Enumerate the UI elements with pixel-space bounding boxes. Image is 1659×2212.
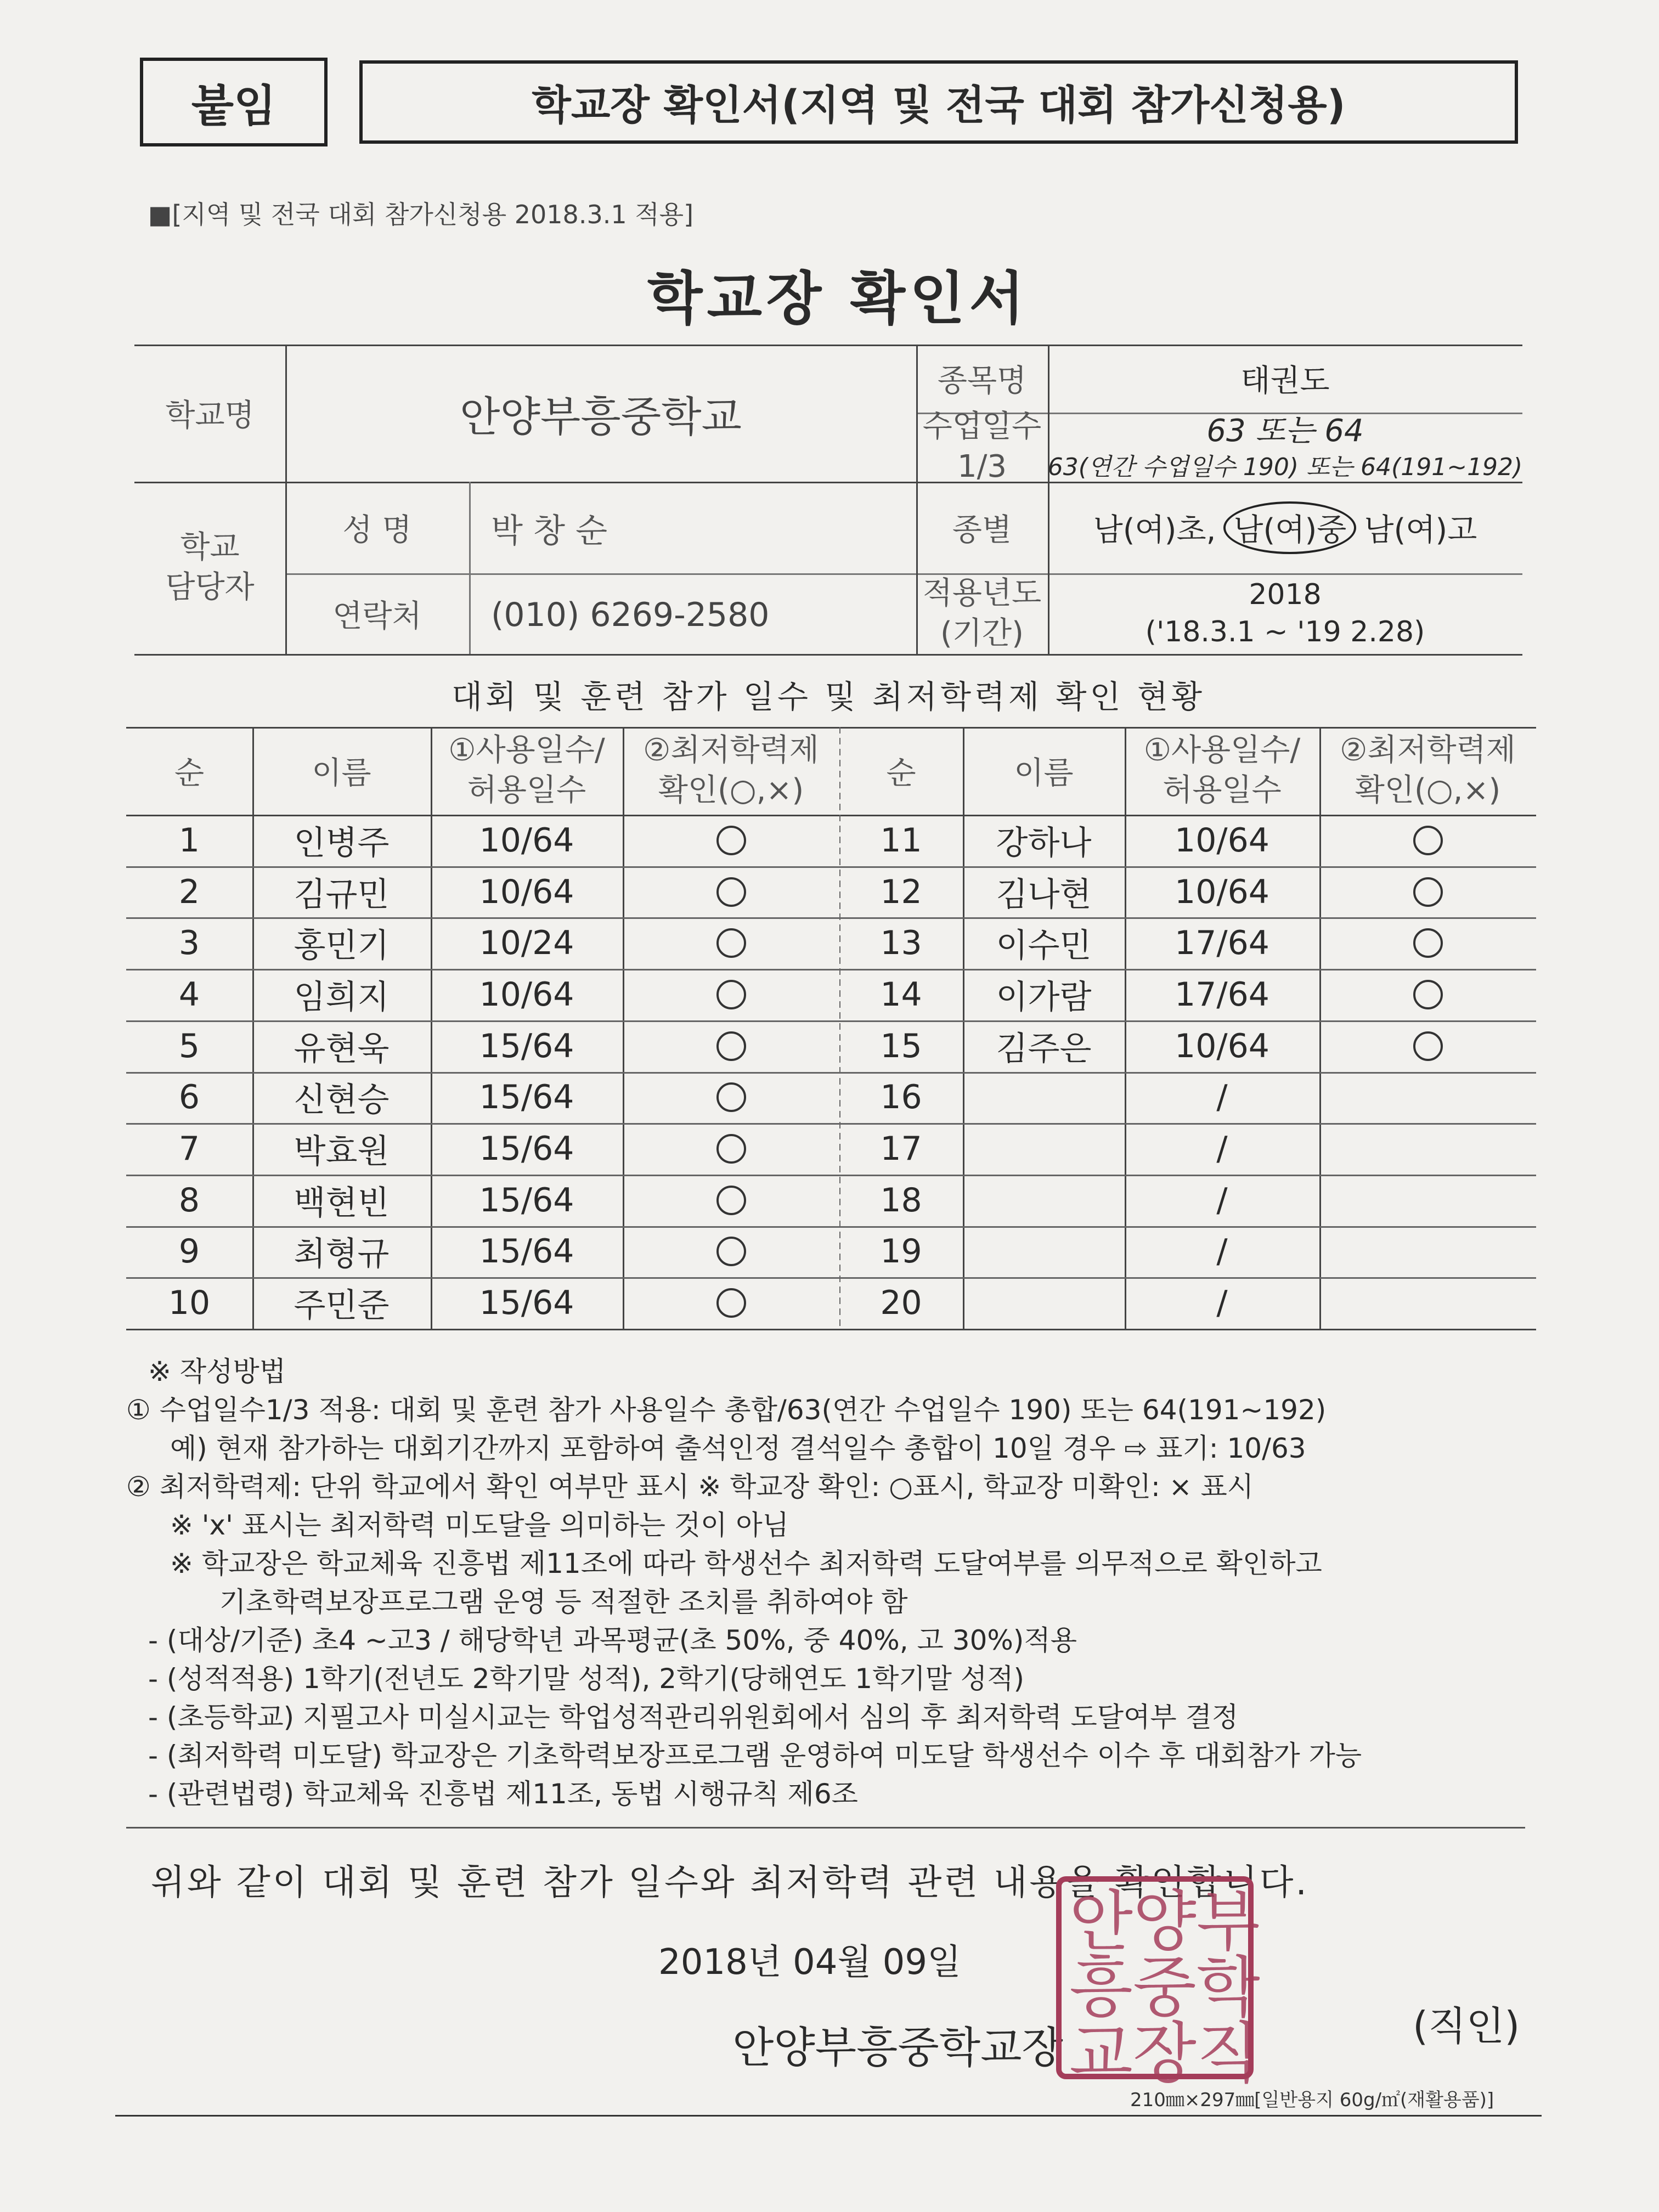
table-cell-name [963, 1277, 1125, 1329]
check-circle-mark [716, 1288, 746, 1318]
header-days-left-2: 허용일수 [467, 772, 586, 808]
table-cell-days: 10/64 [1175, 1026, 1269, 1065]
table-cell-check [623, 1020, 839, 1072]
table-cell-check [1319, 1020, 1536, 1072]
contact-value: (010) 6269-2580 [491, 596, 770, 634]
class-days-label-1: 수업일수 [922, 409, 1042, 445]
check-circle-mark [716, 1031, 746, 1061]
check-circle-mark [716, 1082, 746, 1112]
table-cell-no: 20 [880, 1284, 922, 1323]
paper-spec: 210㎜×297㎜[일반용지 60g/㎡(재활용품)] [1130, 2089, 1494, 2111]
name-label: 성 명 [342, 512, 412, 548]
table-cell-name: 김주은 [996, 1029, 1092, 1068]
header-days-right-1: ①사용일수/ [1143, 732, 1301, 769]
note-line: ① 수업일수1/3 적용: 대회 및 훈련 참가 사용일수 총합/63(연간 수업일수 190) 또는 64(191~192) [126, 1394, 1327, 1426]
class-days-value-1: 63 또는 64 [1206, 413, 1364, 449]
table-cell-days: / [1216, 1130, 1228, 1169]
table-cell-no: 5 [178, 1026, 200, 1065]
year-value-2: ('18.3.1 ~ '19 2.28) [1145, 615, 1425, 648]
header-days-left [431, 727, 623, 815]
staff-label [134, 482, 285, 654]
table-cell-no: 14 [880, 975, 922, 1014]
check-circle-mark [1413, 928, 1443, 958]
table-cell-check [623, 1226, 839, 1278]
header-check-right [1319, 727, 1536, 815]
table-cell-no: 6 [178, 1078, 200, 1117]
type-option-elementary: 남(여)초, [1093, 512, 1216, 548]
table-cell-days: / [1216, 1181, 1228, 1220]
header-check-left [623, 727, 839, 815]
table-cell-days: / [1216, 1232, 1228, 1271]
school-value: 안양부흥중학교 [460, 392, 742, 441]
table-cell-check [1319, 1123, 1536, 1175]
table-cell-days: / [1216, 1284, 1228, 1323]
table-cell-name: 백현빈 [294, 1183, 390, 1222]
contact-label: 연락처 [332, 598, 422, 634]
class-days-value-2: 63(연간 수업일수 190) 또는 64(191~192) [1047, 453, 1523, 481]
check-circle-mark [716, 928, 746, 958]
table-cell-name [963, 1123, 1125, 1175]
footer-line [115, 2115, 1542, 2117]
class-days-label-2: 1/3 [957, 449, 1007, 484]
header-days-left-1: ①사용일수/ [448, 732, 605, 769]
name-value: 박 창 순 [491, 512, 608, 550]
header-days-right-2: 허용일수 [1163, 772, 1282, 808]
header-no-left: 순 [174, 755, 205, 791]
header-title: 학교장 확인서(지역 및 전국 대회 참가신청용) [532, 82, 1346, 129]
check-circle-mark [716, 1237, 746, 1266]
table-cell-check [623, 917, 839, 969]
staff-label-2: 담당자 [165, 569, 255, 605]
table-cell-no: 11 [880, 821, 922, 860]
table-cell-no: 17 [880, 1130, 922, 1169]
year-value-1: 2018 [1249, 578, 1322, 611]
table-cell-days: 15/64 [479, 1232, 574, 1271]
check-circle-mark [716, 826, 746, 855]
principal-name: 안양부흥중학교장 [732, 2023, 1063, 2073]
check-circle-mark [716, 877, 746, 907]
table-cell-days: 17/64 [1175, 975, 1269, 1014]
note-line: 기초학력보장프로그램 운영 등 적절한 조치를 취하여야 함 [219, 1586, 908, 1618]
table-cell-check [1319, 917, 1536, 969]
note-line: - (최저학력 미도달) 학교장은 기초학력보장프로그램 운영하여 미도달 학생선수 이수 후 대회참가 가능 [148, 1740, 1362, 1771]
table-cell-name: 주민준 [294, 1286, 390, 1325]
header-title-box [359, 60, 1518, 144]
year-value [1048, 573, 1522, 654]
table-cell-name [963, 1175, 1125, 1226]
table-cell-name [963, 1226, 1125, 1278]
table-cell-name: 박효원 [294, 1132, 390, 1171]
seal-glyph: 중 [1132, 1950, 1197, 2026]
class-days-value [1048, 413, 1522, 482]
table-cell-check [623, 866, 839, 918]
table-cell-name: 김규민 [294, 875, 390, 914]
table-cell-check [1319, 1226, 1536, 1278]
table-cell-no: 19 [880, 1232, 922, 1271]
year-label [916, 573, 1048, 654]
table-cell-check [1319, 815, 1536, 866]
table-cell-check [623, 1072, 839, 1124]
table-cell-no: 1 [178, 821, 200, 860]
table-cell-no: 13 [880, 924, 922, 963]
table-cell-check [623, 1277, 839, 1329]
type-option-high: 남(여)고 [1364, 512, 1477, 548]
table-cell-days: / [1216, 1078, 1228, 1117]
info-bottom-line [134, 654, 1522, 656]
table-cell-days: 15/64 [479, 1026, 574, 1065]
check-circle-mark [1413, 980, 1443, 1009]
table-cell-no: 16 [880, 1078, 922, 1117]
header-check-left-2: 확인(○,×) [658, 772, 804, 808]
table-cell-no: 4 [178, 975, 200, 1014]
table-cell-days: 10/24 [479, 924, 574, 963]
table-cell-check [623, 1175, 839, 1226]
table-cell-name: 인병주 [294, 823, 390, 862]
seal-label: (직인) [1413, 2003, 1520, 2049]
seal-glyph: 부 [1196, 1884, 1260, 1960]
table-cell-name: 강하나 [996, 823, 1092, 862]
seal-glyph: 직 [1196, 2016, 1260, 2092]
header-check-left-1: ②최저학력제 [643, 732, 819, 769]
table-cell-days: 15/64 [479, 1284, 574, 1323]
check-circle-mark [1413, 826, 1443, 855]
table-cell-days: 15/64 [479, 1181, 574, 1220]
note-line: 예) 현재 참가하는 대회기간까지 포함하여 출석인정 결석일수 총합이 10일 경우 ⇨ 표기: 10/63 [170, 1432, 1306, 1464]
check-circle-mark [1413, 1031, 1443, 1061]
table-cell-check [1319, 969, 1536, 1020]
table-cell-name [963, 1072, 1125, 1124]
table-cell-name: 이가람 [996, 978, 1092, 1017]
table-cell-name: 홍민기 [294, 927, 390, 966]
header-name-right: 이름 [1014, 755, 1074, 791]
table-cell-no: 8 [178, 1181, 200, 1220]
table-cell-days: 10/64 [479, 821, 574, 860]
note-line: ※ 학교장은 학교체육 진흥법 제11조에 따라 학생선수 최저학력 도달여부를 의무적으로 확인하고 [170, 1548, 1322, 1579]
table-cell-name: 유현욱 [294, 1029, 390, 1068]
attachment-tag-text: 붙임 [191, 80, 276, 132]
table-cell-check [623, 1123, 839, 1175]
attachment-tag [140, 58, 328, 146]
note-line: ※ 'x' 표시는 최저학력 미도달을 의미하는 것이 아님 [170, 1509, 789, 1541]
header-check-right-1: ②최저학력제 [1340, 732, 1516, 769]
header-days-right [1125, 727, 1319, 815]
info-vline-2 [469, 482, 471, 654]
sport-value: 태권도 [1240, 363, 1330, 399]
seal-glyph: 안 [1069, 1884, 1133, 1960]
seal-glyph: 학 [1196, 1950, 1260, 2026]
section-title: 대회 및 훈련 참가 일수 및 최저학력제 확인 현황 [451, 678, 1206, 715]
table-cell-days: 10/64 [1175, 872, 1269, 911]
table-cell-name: 김나현 [996, 875, 1092, 914]
year-label-2: (기간) [940, 615, 1024, 651]
note-line: ② 최저학력제: 단위 학교에서 확인 여부만 표시 ※ 학교장 확인: ○표시, 학교장 미확인: × 표시 [126, 1471, 1254, 1503]
table-cell-name: 신현승 [294, 1081, 390, 1120]
seal-glyph: 양 [1132, 1884, 1197, 1960]
document-title: 학교장 확인서 [647, 265, 1029, 332]
table-cell-name: 최형규 [294, 1235, 390, 1274]
check-circle-mark [1413, 877, 1443, 907]
type-label: 종별 [952, 512, 1012, 548]
check-circle-mark [716, 1134, 746, 1164]
header-no-right: 순 [886, 755, 916, 791]
table-cell-no: 2 [178, 872, 200, 911]
table-cell-days: 15/64 [479, 1130, 574, 1169]
seal-glyph: 장 [1132, 2016, 1197, 2092]
table-bottom-line [126, 1329, 1536, 1330]
confirm-date: 2018년 04월 09일 [658, 1942, 961, 1983]
header-check-right-2: 확인(○,×) [1355, 772, 1501, 808]
note-line: - (관련법령) 학교체육 진흥법 제11조, 동법 시행규칙 제6조 [148, 1778, 858, 1810]
table-cell-no: 9 [178, 1232, 200, 1271]
confirm-divider [126, 1827, 1525, 1829]
table-cell-days: 15/64 [479, 1078, 574, 1117]
table-cell-days: 10/64 [1175, 821, 1269, 860]
table-cell-no: 7 [178, 1130, 200, 1169]
sport-label: 종목명 [937, 363, 1027, 399]
table-cell-days: 17/64 [1175, 924, 1269, 963]
sub-note: ■[지역 및 전국 대회 참가신청용 2018.3.1 적용] [148, 200, 694, 229]
table-cell-check [1319, 866, 1536, 918]
check-circle-mark [716, 1186, 746, 1215]
table-cell-check [1319, 1175, 1536, 1226]
school-label: 학교명 [165, 398, 255, 433]
table-cell-name: 이수민 [996, 927, 1092, 966]
seal-glyph: 흥 [1069, 1950, 1133, 2026]
header-name-left: 이름 [312, 755, 371, 791]
type-options [1048, 482, 1522, 573]
confirm-text: 위와 같이 대회 및 훈련 참가 일수와 최저학력 관련 내용을 확인합니다. [151, 1863, 1309, 1903]
official-seal-stamp [1056, 1876, 1260, 2092]
table-cell-days: 10/64 [479, 872, 574, 911]
note-line: - (초등학교) 지필고사 미실시교는 학업성적관리위원회에서 심의 후 최저학력 도달여부 결정 [148, 1701, 1239, 1733]
table-cell-check [623, 815, 839, 866]
check-circle-mark [716, 980, 746, 1009]
table-cell-name: 임희지 [294, 978, 390, 1017]
staff-label-1: 학교 [180, 529, 240, 566]
class-days-label [916, 409, 1048, 484]
note-line: ※ 작성방법 [148, 1356, 286, 1387]
table-cell-no: 10 [168, 1284, 211, 1323]
table-cell-check [1319, 1277, 1536, 1329]
table-cell-check [623, 969, 839, 1020]
year-label-1: 적용년도 [922, 575, 1042, 611]
table-cell-no: 3 [178, 924, 200, 963]
table-cell-days: 10/64 [479, 975, 574, 1014]
table-cell-check [1319, 1072, 1536, 1124]
note-line: - (대상/기준) 초4 ~고3 / 해당학년 과목평균(초 50%, 중 40%, 고 30%)적용 [148, 1624, 1077, 1656]
table-cell-no: 18 [880, 1181, 922, 1220]
type-option-middle: 남(여)중 [1223, 501, 1356, 554]
table-cell-no: 15 [880, 1026, 922, 1065]
note-line: - (성적적용) 1학기(전년도 2학기말 성적), 2학기(당해연도 1학기말 성적) [148, 1663, 1024, 1695]
table-cell-no: 12 [880, 872, 922, 911]
seal-glyph: 교 [1069, 2016, 1133, 2092]
